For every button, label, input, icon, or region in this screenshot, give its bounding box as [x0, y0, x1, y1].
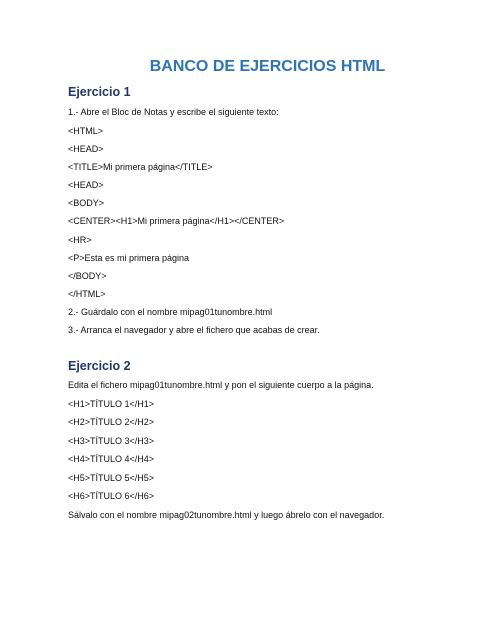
exercise-1-line: <TITLE>Mi primera página</TITLE>	[68, 162, 213, 172]
exercise-2-line: <H3>TÍTULO 3</H3>	[68, 436, 155, 446]
exercise-1-line: <BODY>	[68, 198, 105, 208]
exercise-2-line: <H1>TÍTULO 1</H1>	[68, 399, 155, 409]
exercise-1-line: 3.- Arranca el navegador y abre el fichero que acabas de crear.	[68, 325, 320, 335]
exercise-2-line: <H5>TÍTULO 5</H5>	[68, 473, 155, 483]
exercise-2-line: <H6>TÍTULO 6</H6>	[68, 491, 155, 501]
exercise-1-line: <CENTER><H1>Mi primera página</H1></CENTER>	[68, 216, 285, 226]
exercise-1-line: <HTML>	[68, 126, 104, 136]
exercise-1-line: </HTML>	[68, 289, 106, 299]
exercise-1-line: 1.- Abre el Bloc de Notas y escribe el siguiente texto:	[68, 107, 279, 117]
exercise-1-line: </BODY>	[68, 271, 107, 281]
exercise-2-line: Sálvalo con el nombre mipag02tunombre.html y luego ábrelo con el navegador.	[68, 510, 385, 520]
exercise-1-line: <HEAD>	[68, 144, 104, 154]
exercise-2-heading: Ejercicio 2	[68, 359, 131, 373]
exercise-1-line: 2.- Guárdalo con el nombre mipag01tunombre.html	[68, 307, 273, 317]
exercise-1-line: <HEAD>	[68, 180, 104, 190]
exercise-2-line: <H4>TÍTULO 4</H4>	[68, 454, 155, 464]
exercise-1-heading: Ejercicio 1	[68, 85, 131, 99]
document-title: BANCO DE EJERCICIOS HTML	[149, 58, 386, 75]
exercise-2-line: <H2>TÍTULO 2</H2>	[68, 417, 155, 427]
exercise-2-line: Edita el fichero mipag01tunombre.html y pon el siguiente cuerpo a la página.	[68, 380, 374, 390]
exercise-1-line: <P>Esta es mi primera página	[68, 253, 190, 263]
exercise-1-line: <HR>	[68, 235, 92, 245]
